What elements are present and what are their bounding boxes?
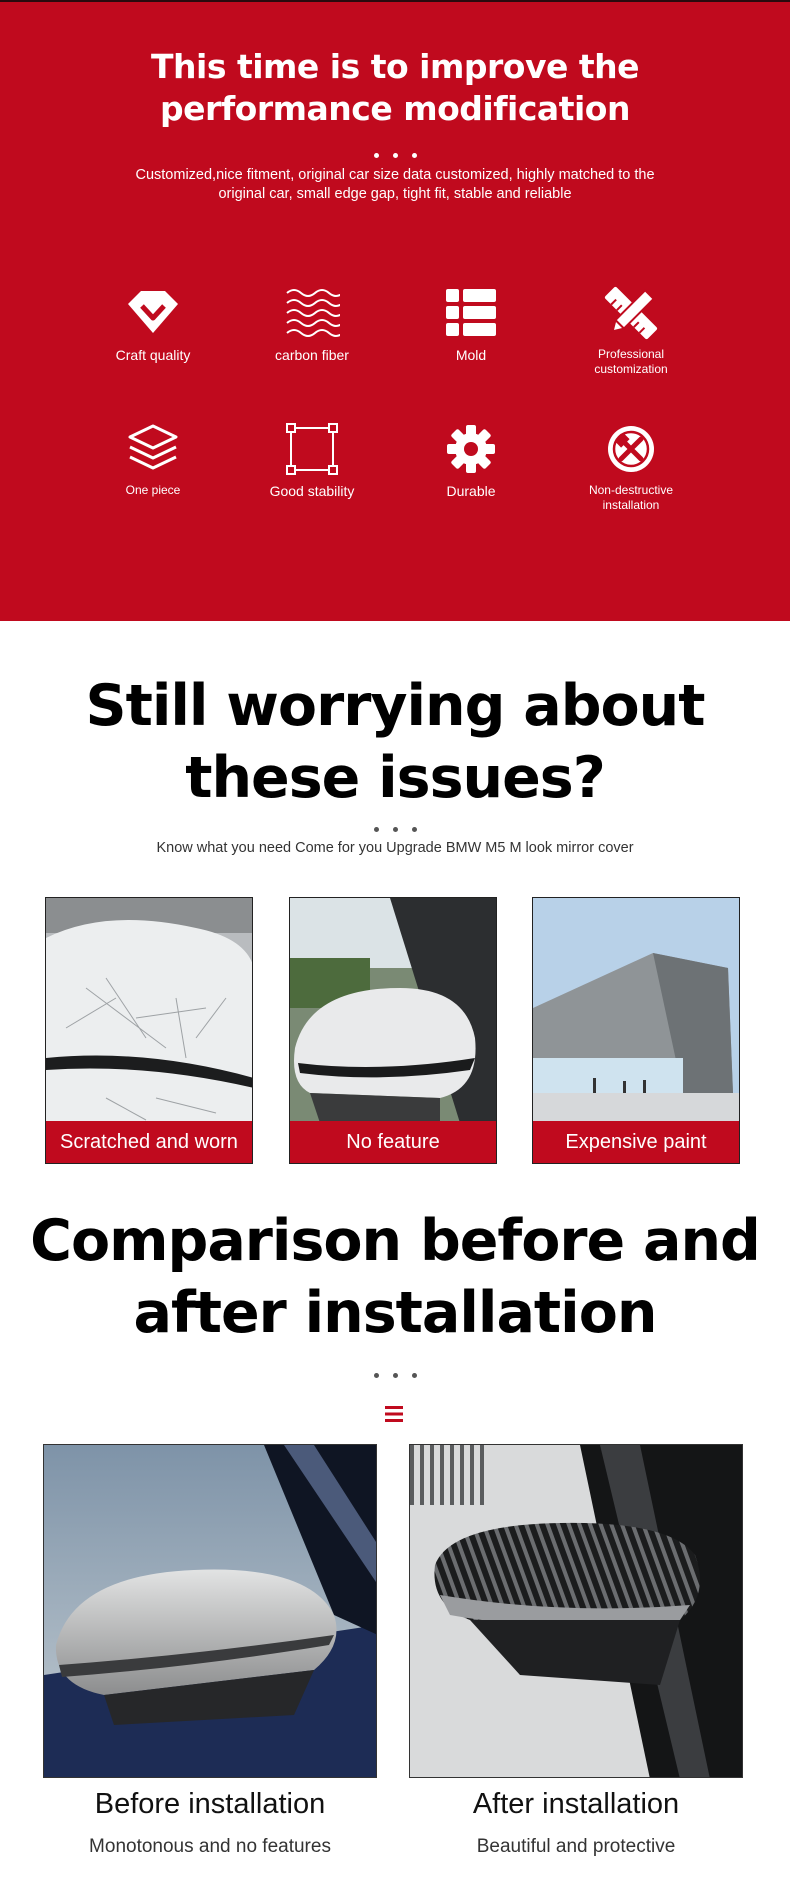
diamond-icon	[125, 285, 181, 341]
issue-caption: Scratched and worn	[46, 1121, 252, 1163]
feature-label-line1: Professional	[597, 347, 665, 361]
list-grid-icon	[443, 285, 499, 341]
tools-icon	[603, 421, 659, 477]
square-frame-icon	[284, 421, 340, 477]
issues-title	[0, 670, 790, 814]
gear-icon	[443, 421, 499, 477]
comparison-title-line2: after installation	[133, 1280, 657, 1346]
feature-mold	[391, 285, 551, 363]
comparison-title	[0, 1205, 790, 1349]
feature-label	[551, 483, 711, 513]
comparison-title-line1: Comparison before and	[30, 1208, 760, 1274]
hero-title-line2: performance modification	[160, 89, 630, 128]
before-installation-title: Before installation	[94, 1788, 326, 1820]
feature-one-piece	[73, 421, 233, 498]
issue-caption: No feature	[290, 1121, 496, 1163]
feature-label: Durable	[446, 483, 496, 499]
silver-mirror-image	[44, 1445, 377, 1778]
hero-section	[0, 0, 790, 621]
feature-carbon-fiber	[232, 285, 392, 363]
before-installation-photo	[43, 1444, 377, 1778]
feature-label: Good stability	[269, 483, 355, 499]
feature-label-line2: customization	[594, 362, 668, 376]
hero-title-line1: This time is to improve the	[151, 47, 639, 86]
issues-title-line1: Still worrying about	[85, 673, 705, 739]
after-installation-photo	[409, 1444, 743, 1778]
menu-icon	[384, 1404, 404, 1424]
hero-subtitle-line1: Customized,nice fitment, original car size data customized, highly matched to the	[135, 167, 655, 183]
wave-lines-icon	[284, 285, 340, 341]
feature-label: Craft quality	[115, 347, 191, 363]
hero-dots-divider	[0, 145, 790, 163]
hero-subtitle-line2: original car, small edge gap, tight fit, stable and reliable	[218, 186, 572, 202]
feature-label	[551, 347, 711, 377]
comparison-dots-divider	[0, 1365, 790, 1383]
after-installation-title: After installation	[472, 1788, 680, 1820]
feature-label: One piece	[125, 483, 181, 497]
issue-caption: Expensive paint	[533, 1121, 739, 1163]
hero-title	[0, 46, 790, 130]
feature-durable	[391, 421, 551, 499]
feature-professional-customization	[551, 285, 711, 377]
issues-dots-divider	[0, 819, 790, 837]
hero-subtitle	[120, 166, 670, 204]
feature-good-stability	[232, 421, 392, 499]
feature-craft-quality	[73, 285, 233, 363]
after-installation-subtitle: Beautiful and protective	[476, 1836, 676, 1857]
issue-card-no-feature	[289, 897, 497, 1164]
issue-card-expensive-paint	[532, 897, 740, 1164]
carbon-mirror-image	[410, 1445, 743, 1778]
pencil-ruler-icon	[603, 285, 659, 341]
layers-icon	[125, 421, 181, 477]
feature-non-destructive-installation	[551, 421, 711, 513]
issue-card-scratched	[45, 897, 253, 1164]
feature-label-line1: Non-destructive	[588, 483, 674, 497]
feature-label: carbon fiber	[275, 347, 349, 363]
feature-label-line2: installation	[602, 498, 660, 512]
issues-subtitle: Know what you need Come for you Upgrade BMW M5 M look mirror cover	[156, 840, 634, 856]
feature-label: Mold	[455, 347, 487, 363]
before-installation-subtitle: Monotonous and no features	[89, 1836, 331, 1857]
issues-title-line2: these issues?	[185, 745, 605, 811]
